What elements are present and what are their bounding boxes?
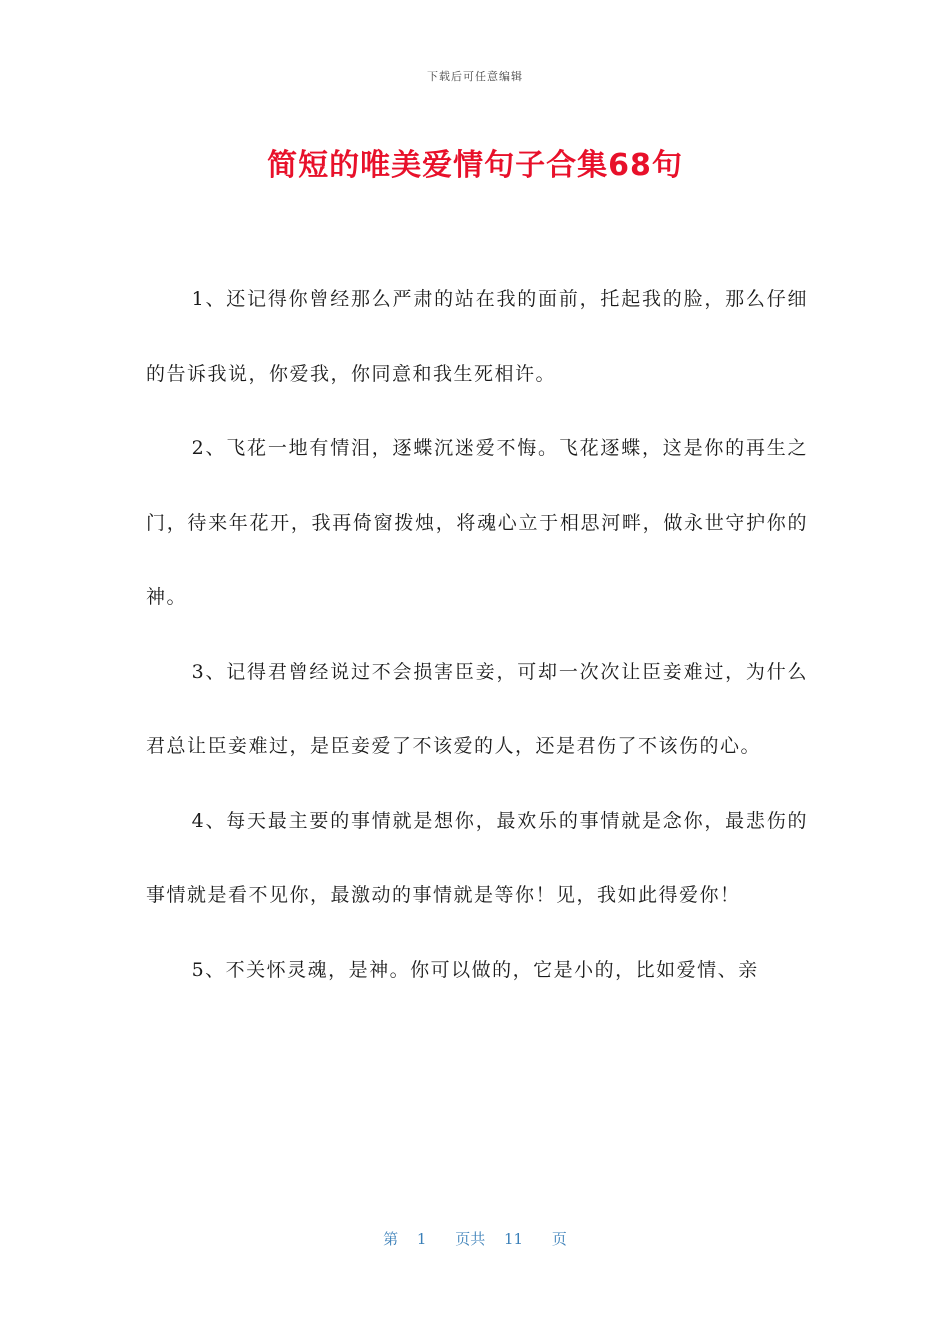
- paragraph-3: 3、记得君曾经说过不会损害臣妾，可却一次次让臣妾难过，为什么君总让臣妾难过，是臣妾爱了不该爱的人，还是君伤了不该伤的心。: [146, 660, 808, 757]
- document-body: [146, 262, 808, 1007]
- page-footer: [0, 1228, 950, 1249]
- footer-mid: 页共: [455, 1230, 486, 1248]
- header-note: 下载后可任意编辑: [427, 70, 523, 83]
- footer-page-number: 1: [416, 1230, 427, 1248]
- paragraph-5: 5、不关怀灵魂，是神。你可以做的，它是小的，比如爱情、亲: [191, 958, 759, 981]
- paragraph-2: 2、飞花一地有情泪，逐蝶沉迷爱不悔。飞花逐蝶，这是你的再生之门，待来年花开，我再倚窗拨烛，将魂心立于相思河畔，做永世守护你的神。: [146, 437, 808, 608]
- paragraph-4: 4、每天最主要的事情就是想你，最欢乐的事情就是念你，最悲伤的事情就是看不见你，最激动的事情就是等你！见，我如此得爱你！: [146, 809, 808, 906]
- document-title: 简短的唯美爱情句子合集68句: [267, 148, 683, 183]
- footer-prefix: 第: [383, 1230, 399, 1248]
- footer-suffix: 页: [551, 1230, 567, 1248]
- footer-total-pages: 11: [504, 1230, 524, 1248]
- paragraph-1: 1、还记得你曾经那么严肃的站在我的面前，托起我的脸，那么仔细的告诉我说，你爱我，你同意和我生死相许。: [146, 288, 808, 385]
